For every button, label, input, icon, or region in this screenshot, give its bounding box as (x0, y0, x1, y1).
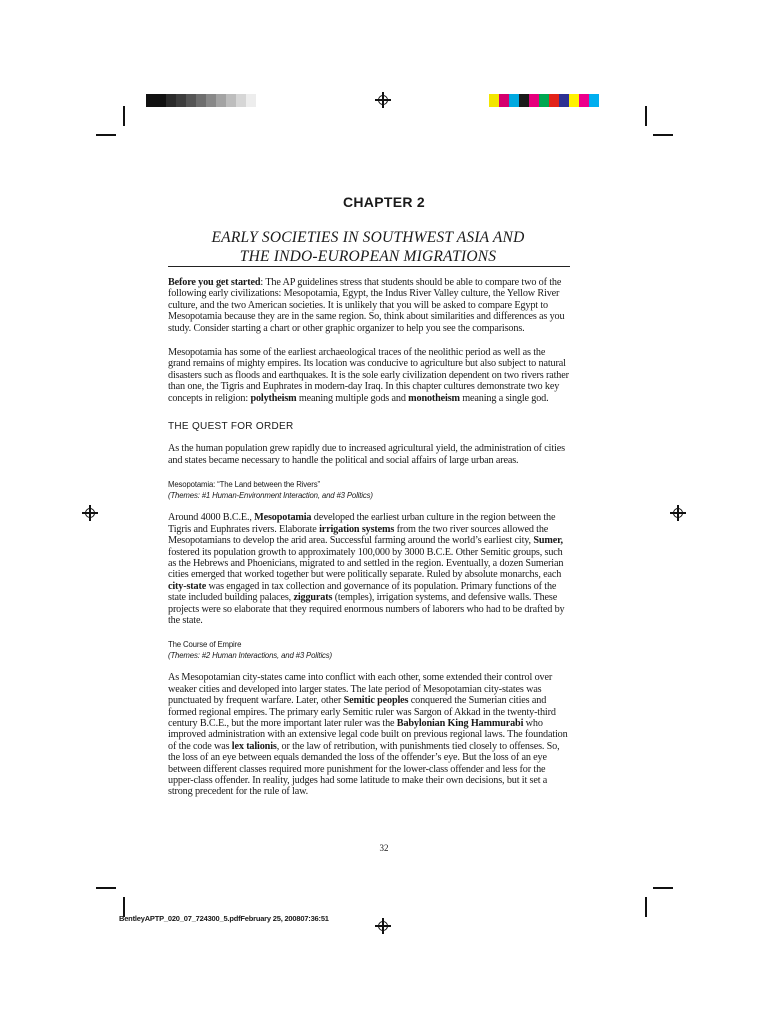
page-number: 32 (379, 843, 389, 853)
color-swatch (226, 94, 236, 107)
chapter-label: CHAPTER 2 (342, 194, 426, 210)
subsection-heading (168, 479, 570, 501)
intro-lead: Before you get started (168, 277, 261, 288)
color-swatch (236, 94, 246, 107)
color-swatch (166, 94, 176, 107)
registration-mark-icon (670, 505, 686, 521)
subsection-title: Mesopotamia: “The Land between the Rivers” (168, 480, 320, 490)
intro-paragraph: Before you get started: The AP guidelines stress that students should be able to compare two of the following early civilizations: Mesopotamia, Egypt, the Indus River Valley culture, the Yellow River culture, and the two American societies. It is unlikely that you will be asked to compare Egypt to Mesopotamia because they are in the same region. So, think about similarities and differences as you study. Consider starting a chart or other graphic organizer to help you see the comparisons. (168, 277, 565, 334)
color-swatch (509, 94, 519, 107)
color-swatch (569, 94, 579, 107)
registration-mark-icon (375, 918, 391, 934)
color-swatch (146, 94, 156, 107)
crop-mark (96, 134, 116, 136)
course-of-empire-paragraph: As Mesopotamian city-states came into conflict with each other, some extended their control over weaker cities and developed into larger states. The late period of Mesopotamian city-states was punctuated by frequent warfare. Later, other Semitic peoples conquered the Sumerian cities and formed regional empires. The primary early Semitic ruler was Sargon of Akkad in the twenty-third century B.C.E., but the more important later ruler was the Babylonian King Hammurabi who improved administration with an extensive legal code built on previous regional laws. The foundation of the code was lex talionis, or the law of retribution, with punishments tied closely to offenses. So, the loss of an eye between equals demanded the loss of the offender’s eye. But the loss of an eye between different classes required more punishment for the lower-class offender and less for the upper-class offender. In reality, judges had some latitude to make their own decisions, but it set a strong precedent for the rule of law. (168, 672, 568, 798)
crop-mark (645, 106, 647, 126)
color-swatch (529, 94, 539, 107)
color-swatch (579, 94, 589, 107)
subsection-title: The Course of Empire (168, 640, 242, 650)
color-swatch (206, 94, 216, 107)
grayscale-color-bar (146, 94, 266, 107)
term-polytheism: polytheism (250, 392, 297, 404)
color-swatch (196, 94, 206, 107)
color-swatch (589, 94, 599, 107)
subsection-heading (168, 639, 570, 661)
section-intro-paragraph: As the human population grew rapidly due to increased agricultural yield, the administration of cities and states became necessary to handle the political and social affairs of large urban areas. (168, 443, 565, 466)
color-swatch (559, 94, 569, 107)
mesopotamia-overview-paragraph: Mesopotamia has some of the earliest archaeological traces of the neolithic period as well as the grand remains of mighty empires. Its location was conducive to agriculture but also subject to natural disasters such as floods and earthquakes. It is the sole early civilization dependent on two rivers rather than one, the Tigris and Euphrates in modern-day Iraq. In this chapter cultures demonstrate two key concepts in religion: polytheism meaning multiple gods and monotheism meaning a single god. (168, 347, 569, 404)
color-swatch (539, 94, 549, 107)
crop-mark (123, 106, 125, 126)
color-swatch (256, 94, 266, 107)
print-slug: BentleyAPTP_020_07_724300_5.pdfFebruary 25, 200807:36:51 (119, 914, 329, 923)
chapter-title-line-1: EARLY SOCIETIES IN SOUTHWEST ASIA AND (211, 229, 525, 246)
mesopotamia-paragraph: Around 4000 B.C.E., Mesopotamia developed the earliest urban culture in the region between the Tigris and Euphrates rivers. Elaborate irrigation systems from the two river sources allowed the Mesopotamians to develop the arid area. Successful farming around the world’s earliest city, Sumer, fostered its population growth to approximately 100,000 by 3000 B.C.E. Other Semitic groups, such as the Hebrews and Phoenicians, migrated to and settled in the region. Eventually, a dozen Sumerian cities emerged that worked together but were politically separate. Ruled by absolute monarchs, each city-state was engaged in tax collection and governance of its population. Primary functions of the state included building palaces, ziggurats (temples), irrigation systems, and defensive walls. These projects were so elaborate that they required enormous numbers of laborers who had to be drafted by the state. (168, 512, 565, 626)
color-swatch (599, 94, 609, 107)
subsection-themes: (Themes: #2 Human Interactions, and #3 Politics) (168, 651, 332, 661)
color-swatch (519, 94, 529, 107)
color-swatch (216, 94, 226, 107)
registration-mark-icon (375, 92, 391, 108)
subsection-themes: (Themes: #1 Human-Environment Interaction, and #3 Politics) (168, 491, 373, 501)
process-color-bar (489, 94, 609, 107)
registration-mark-icon (82, 505, 98, 521)
color-swatch (156, 94, 166, 107)
chapter-title-line-2: THE INDO-EUROPEAN MIGRATIONS (239, 248, 497, 265)
page-body (168, 277, 570, 811)
color-swatch (499, 94, 509, 107)
term-monotheism: monotheism (408, 392, 460, 404)
color-swatch (549, 94, 559, 107)
color-swatch (186, 94, 196, 107)
color-swatch (489, 94, 499, 107)
title-rule (168, 266, 570, 267)
crop-mark (645, 897, 647, 917)
color-swatch (176, 94, 186, 107)
section-heading: THE QUEST FOR ORDER (168, 421, 294, 433)
chapter-title (168, 228, 568, 266)
crop-mark (653, 887, 673, 889)
color-swatch (246, 94, 256, 107)
crop-mark (653, 134, 673, 136)
crop-mark (96, 887, 116, 889)
